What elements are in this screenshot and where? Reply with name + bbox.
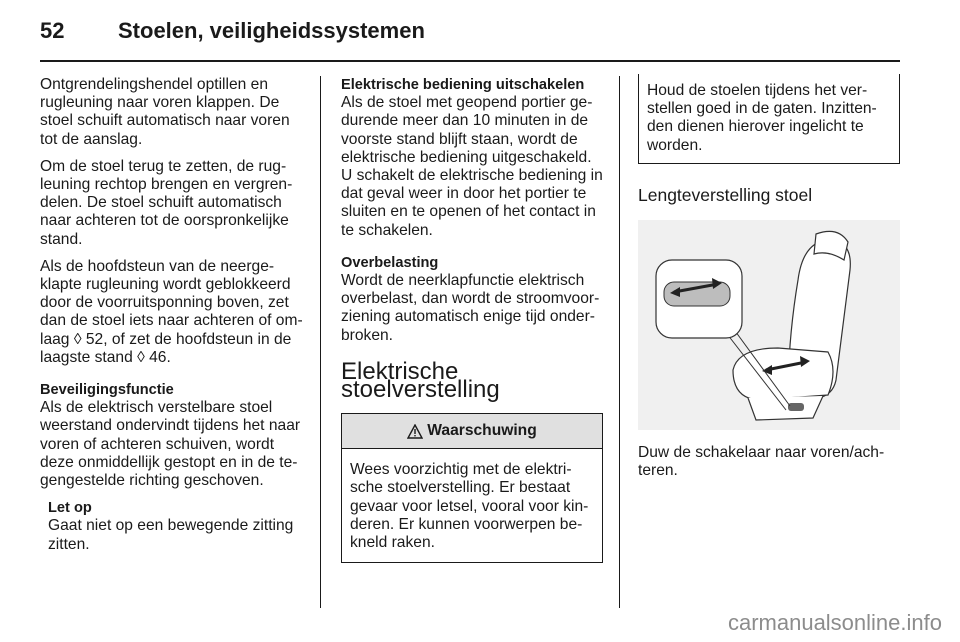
paragraph: Als de elektrisch verstelbare stoel weerstand ondervindt tijdens het naar voren of achteren schuiven, wordt deze onmiddellijk gestopt en in de te-gengestelde richting geschoven. <box>40 399 301 490</box>
column-right <box>638 74 900 480</box>
column-divider <box>320 76 321 608</box>
warning-text: Wees voorzichtig met de elektri-sche stoelverstelling. Er bestaat gevaar voor letsel, vooral voor kin-deren. Er kunnen voorwerpen be-kneld raken. <box>350 461 589 552</box>
column-divider <box>619 76 620 608</box>
seat-illustration <box>638 220 900 430</box>
page-header <box>0 0 960 60</box>
page-title: Stoelen, veiligheidssystemen <box>118 18 425 43</box>
watermark: carmanualsonline.info <box>727 610 942 635</box>
column-left <box>40 76 308 554</box>
subheading: Elektrische bediening uitschakelen <box>341 77 585 93</box>
section-heading: Elektrische stoelverstelling <box>341 357 500 404</box>
column-middle <box>341 76 603 563</box>
note-title: Let op <box>48 500 92 517</box>
seat-drawing <box>638 220 900 430</box>
warning-header <box>342 413 602 449</box>
note <box>40 499 308 554</box>
image-caption: Duw de schakelaar naar voren/ach-teren. <box>638 444 885 480</box>
warning-box <box>341 413 603 563</box>
header-rule <box>40 60 900 62</box>
paragraph: Als de stoel met geopend portier ge-durende meer dan 10 minuten in de voorste stand blijft staan, wordt de elektrische bediening uitgeschakeld. U schakelt de elektrische bediening in dat geval weer in door het portier te sluiten en te openen of het contact in te schakelen. <box>341 94 603 239</box>
warning-box-continued: Houd de stoelen tijdens het ver-stellen goed in de gaten. Inzitten-den dienen hierover ingelicht te worden. <box>638 74 900 164</box>
paragraph: Wordt de neerklapfunctie elektrisch overbelast, dan wordt de stroomvoor-ziening automatisch enige tijd onder-broken. <box>341 272 600 344</box>
page-number: 52 <box>40 18 65 43</box>
paragraph: Als de hoofdsteun van de neerge-klapte rugleuning wordt geblokkeerd door de voorruitsponning boven, zet dan de stoel iets naar achteren of om-laag ◊ 52, of zet de hoofdsteun in de laagste stand ◊ 46. <box>40 257 303 366</box>
warning-title: Waarschuwing <box>427 422 537 440</box>
note-text: Gaat niet op een bewegende zitting zitten. <box>48 517 294 553</box>
warning-icon <box>407 424 423 439</box>
subheading: Beveiligingsfunctie <box>40 382 174 399</box>
section-heading: Lengteverstelling stoel <box>638 184 813 205</box>
subheading: Overbelasting <box>341 254 439 271</box>
paragraph: Ontgrendelingshendel optillen en rugleuning naar voren klappen. De stoel schuift automatisch naar voren tot de aanslag. <box>40 76 290 148</box>
paragraph: Om de stoel terug te zetten, de rug-leuning rechtop brengen en vergren-delen. De stoel schuift automatisch naar achteren tot de oorspronkelijke stand. <box>40 157 293 248</box>
